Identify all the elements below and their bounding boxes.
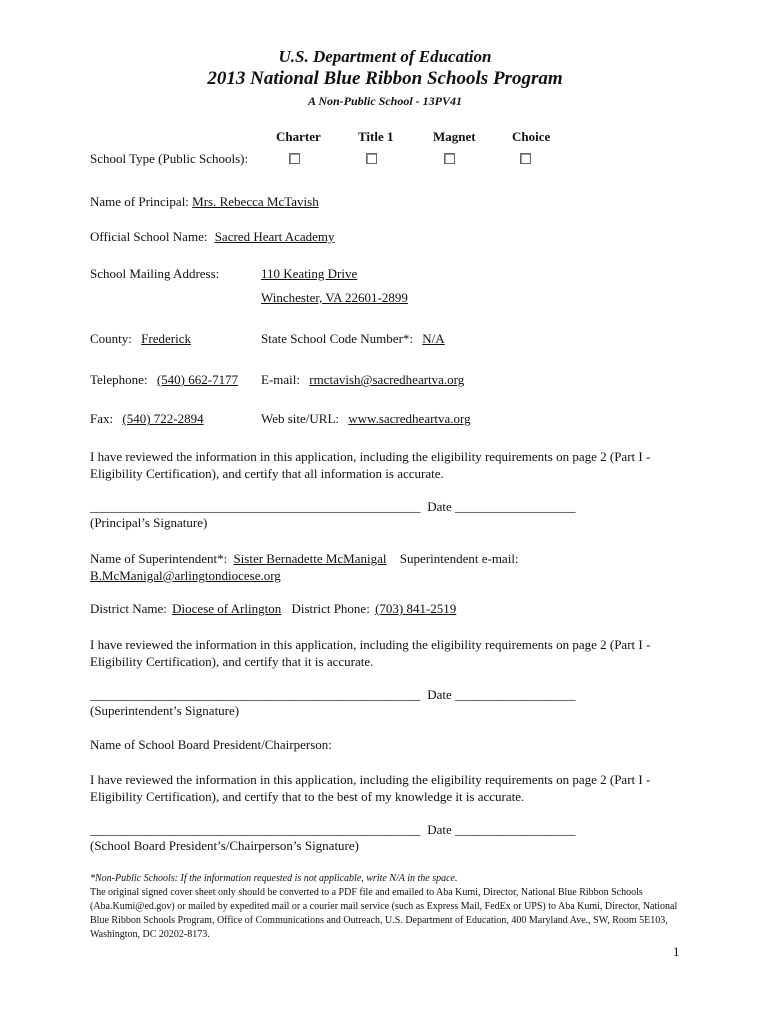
website-value: www.sacredheartva.org — [348, 411, 471, 426]
superintendent-value: Sister Bernadette McManigal — [233, 551, 387, 566]
board-signature-caption: (School Board President’s/Chairperson’s Signature) — [90, 838, 359, 853]
website-label: Web site/URL: — [261, 411, 340, 426]
superintendent-row — [90, 551, 519, 567]
email-label: E-mail: — [261, 372, 300, 387]
school-type-label: School Type (Public Schools): — [90, 151, 249, 166]
date-label: Date — [427, 822, 452, 837]
state-code-label: State School Code Number*: — [261, 331, 414, 346]
telephone-row — [90, 372, 238, 388]
principal-value: Mrs. Rebecca McTavish — [192, 194, 319, 209]
county-row — [90, 331, 191, 347]
board-signature-line — [90, 822, 575, 838]
option-charter-label: Charter — [276, 129, 321, 144]
superintendent-email-label: Superintendent e-mail: — [399, 551, 519, 566]
choice-checkbox[interactable] — [520, 153, 531, 164]
principal-certification: I have reviewed the information in this application, including the eligibility requirements on page 2 (Part I - Eligibility Certification), and certify that all information is accurate. — [90, 449, 651, 481]
page-number: 1 — [673, 944, 680, 959]
footnote-submission: The original signed cover sheet only should be converted to a PDF file and emailed to Aba Kumi, Director, National Blue Ribbon Schools (Aba.Kumi@ed.gov) or mailed by expedited mail or a courier mail service (such as Express Mail, FedEx or UPS) to Aba Kumi, Director, National Blue Ribbon Schools Program, Office of Communications and Outreach, U.S. Department of Education, 400 Maryland Ave., SW, Room 5E103, Washington, DC 20202-8173. — [90, 887, 678, 940]
principal-label: Name of Principal: — [90, 194, 189, 209]
principal-signature-caption: (Principal’s Signature) — [90, 515, 208, 530]
footnote-nonpublic: *Non-Public Schools: If the information requested is not applicable, write N/A in the space. — [90, 873, 458, 884]
signature-underline: _______________________________________________________ — [90, 687, 420, 702]
board-president-label: Name of School Board President/Chairperson: — [90, 737, 332, 752]
date-label: Date — [427, 687, 452, 702]
mailing-line1: 110 Keating Drive — [261, 266, 358, 281]
option-magnet-label: Magnet — [433, 129, 476, 144]
date-label: Date — [427, 499, 452, 514]
principal-signature-line — [90, 499, 575, 515]
email-value: rmctavish@sacredheartva.org — [309, 372, 465, 387]
program-title: 2013 National Blue Ribbon Schools Program — [207, 68, 563, 89]
title1-checkbox[interactable] — [366, 153, 377, 164]
official-name-label: Official School Name: — [90, 229, 208, 244]
signature-underline: _______________________________________________________ — [90, 499, 420, 514]
website-row — [261, 411, 471, 427]
state-code-value: N/A — [422, 331, 445, 346]
signature-underline: _______________________________________________________ — [90, 822, 420, 837]
principal-row — [90, 194, 319, 210]
fax-row — [90, 411, 204, 427]
board-certification: I have reviewed the information in this application, including the eligibility requirements on page 2 (Part I - Eligibility Certification), and certify that to the best of my knowledge it is accurate. — [90, 772, 651, 804]
superintendent-email-value: B.McManigal@arlingtondiocese.org — [90, 568, 281, 583]
fax-label: Fax: — [90, 411, 114, 426]
telephone-value: (540) 662-7177 — [156, 372, 239, 387]
date-underline: ____________________ — [455, 499, 576, 514]
email-row — [261, 372, 464, 388]
district-phone-label: District Phone: — [291, 601, 370, 616]
district-value: Diocese of Arlington — [172, 601, 282, 616]
superintendent-signature-caption: (Superintendent’s Signature) — [90, 703, 240, 718]
telephone-label: Telephone: — [90, 372, 148, 387]
district-label: District Name: — [90, 601, 167, 616]
charter-checkbox[interactable] — [289, 153, 300, 164]
date-underline: ____________________ — [455, 687, 576, 702]
county-label: County: — [90, 331, 132, 346]
superintendent-label: Name of Superintendent*: — [90, 551, 228, 566]
agency-title: U.S. Department of Education — [278, 47, 492, 66]
state-code-row — [261, 331, 445, 347]
option-title1-label: Title 1 — [358, 129, 394, 144]
fax-value: (540) 722-2894 — [122, 411, 204, 426]
mailing-line2: Winchester, VA 22601-2899 — [261, 290, 408, 305]
official-name-row — [90, 229, 335, 245]
school-subtitle: A Non-Public School - 13PV41 — [307, 94, 462, 108]
mailing-label: School Mailing Address: — [90, 266, 220, 281]
superintendent-signature-line — [90, 687, 575, 703]
county-value: Frederick — [141, 331, 191, 346]
date-underline: ____________________ — [455, 822, 576, 837]
option-choice-label: Choice — [512, 129, 551, 144]
magnet-checkbox[interactable] — [444, 153, 455, 164]
superintendent-certification: I have reviewed the information in this application, including the eligibility requirements on page 2 (Part I - Eligibility Certification), and certify that it is accurate. — [90, 637, 651, 669]
district-phone-value: (703) 841-2519 — [375, 601, 457, 616]
official-name-value: Sacred Heart Academy — [214, 229, 335, 244]
district-row — [90, 601, 456, 617]
